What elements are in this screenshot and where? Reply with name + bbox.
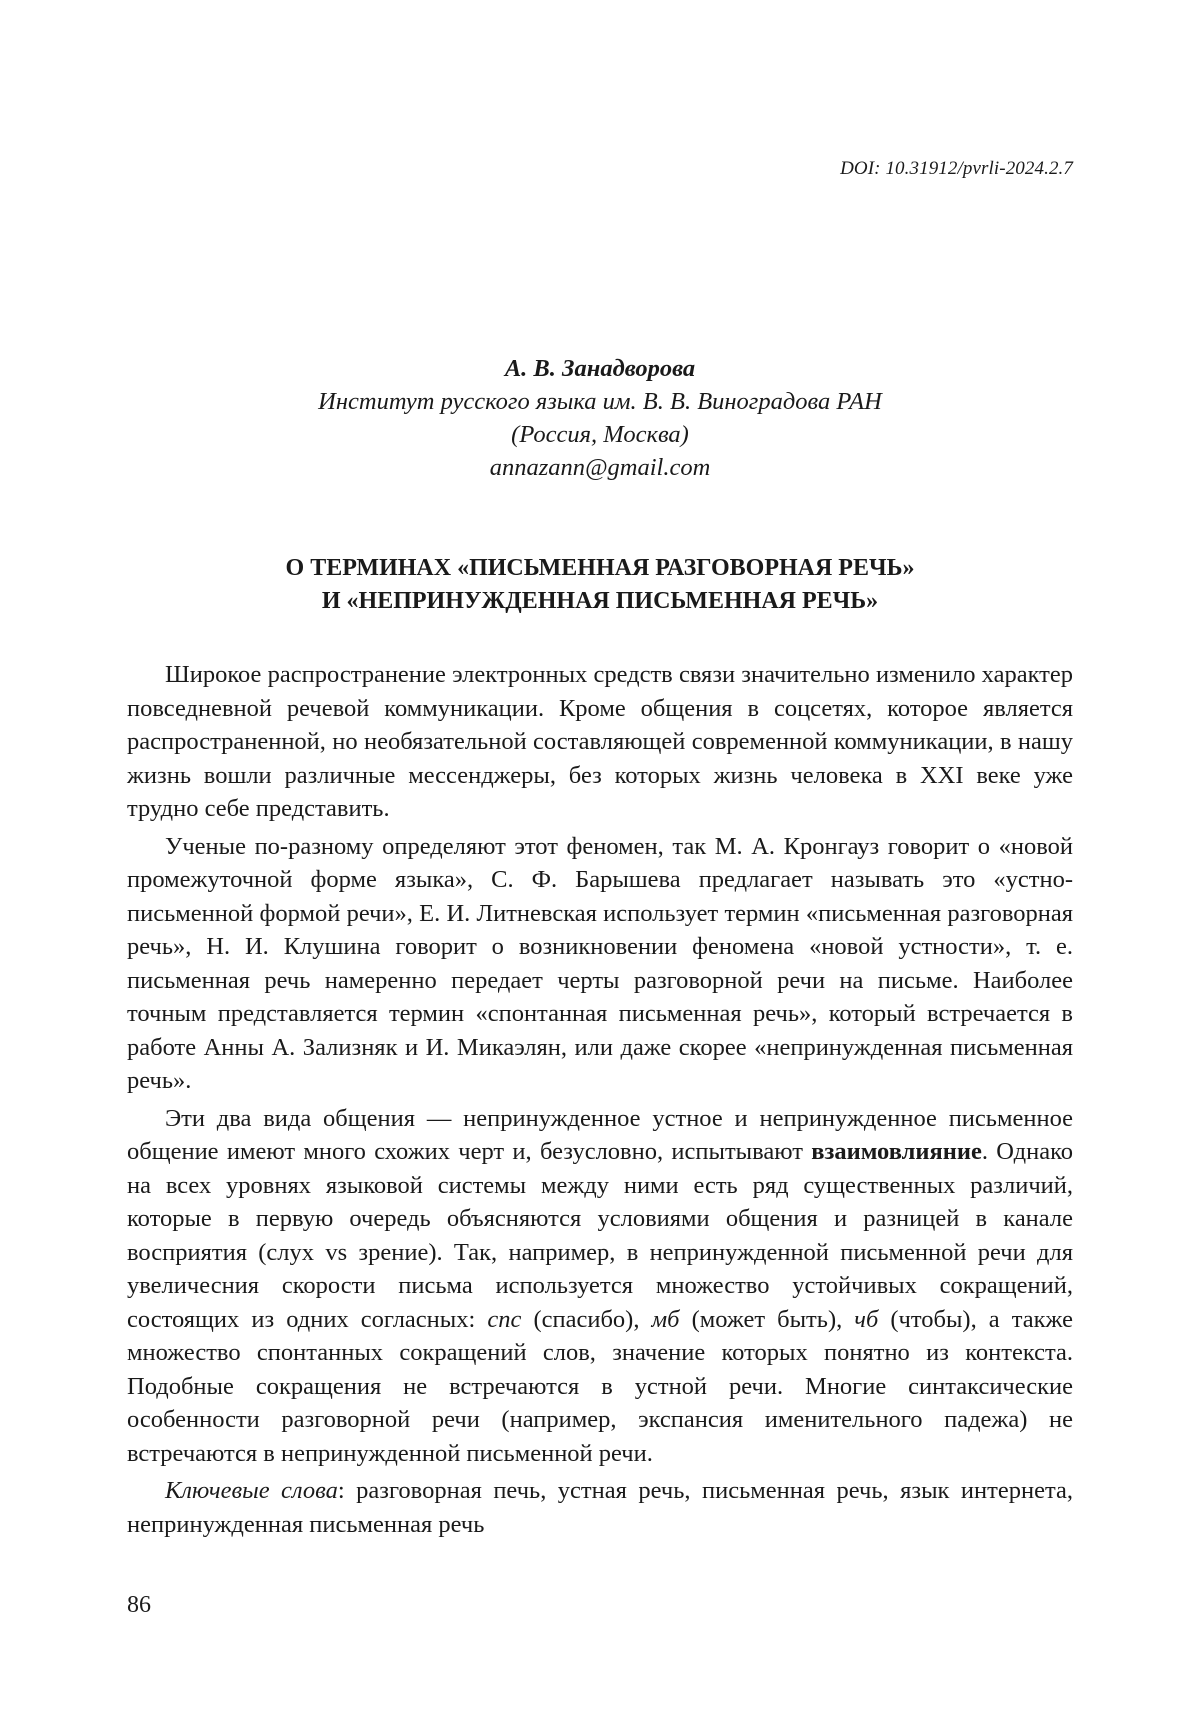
article-title — [125, 552, 1075, 618]
keywords-paragraph — [127, 1474, 1073, 1541]
abstract-paragraph-2: Ученые по-разному определяют этот феномен, так М. А. Кронгауз говорит о «новой промежуточной форме языка», С. Ф. Барышева предлагает называть это «устно-письменной формой речи», Е. И. Литневская использует термин «письменная разговорная речь», Н. И. Клушина говорит о возникновении феномена «новой устности», т. е. письменная речь намеренно передает черты разговорной речи на письме. Наиболее точным представляется термин «спонтанная письменная речь», который встречается в работе Анны А. Зализняк и И. Микаэлян, или даже скорее «непринужденная письменная речь». — [127, 832, 1073, 1094]
keywords-list: : разговорная печь, устная речь, письменная речь, язык интернета, непринужденная письменная речь — [127, 1477, 1073, 1538]
abbr-mb: мб — [651, 1305, 680, 1333]
author-block — [125, 352, 1075, 484]
p3-text-d: (может быть), — [679, 1305, 855, 1333]
abbr-chb: чб — [854, 1305, 879, 1333]
p3-text-b: . Однако на всех уровнях языковой системы между ними есть ряд существенных различий, которые в первую очередь объясняются условиями общения и разницей в канале восприятия (слух vs зрение). Так, например, в непринужденной письменной речи для увеличесния скорости письма используется множество устойчивых сокращений, состоящих из одних согласных: — [127, 1138, 1074, 1333]
abstract — [127, 658, 1073, 1541]
p3-text-e: (чтобы), а также множество спонтанных сокращений слов, значение которых понятно из контекста. Подобные сокращения не встречаются в устной речи. Многие синтаксические особенности разговорной речи (например, экспансия именительного падежа) не встречаются в непринужденной письменной речи. — [127, 1305, 1073, 1467]
p3-text-c: (спасибо), — [521, 1305, 652, 1333]
doi: DOI: 10.31912/pvrli-2024.2.7 — [840, 158, 1073, 179]
p3-text-a: Эти два вида общения — непринужденное устное и непринужденное письменное общение имеют много схожих черт и, безусловно, испытывают — [127, 1104, 1073, 1165]
author-location: (Россия, Москва) — [511, 421, 689, 448]
author-email: annazann@gmail.com — [489, 454, 711, 481]
keywords-label: Ключевые слова — [165, 1477, 338, 1504]
page-number: 86 — [127, 1592, 151, 1618]
title-line-1: О ТЕРМИНАХ «ПИСЬМЕННАЯ РАЗГОВОРНАЯ РЕЧЬ» — [285, 555, 915, 581]
author-name: А. В. Занадворова — [504, 355, 696, 382]
abstract-paragraph-3 — [127, 1102, 1073, 1471]
abstract-paragraph-1: Широкое распространение электронных средств связи значительно изменило характер повседневной речевой коммуникации. Кроме общения в соцсетях, которое является распространенной, но необязательной составляющей современной коммуникации, в нашу жизнь вошли различные мессенджеры, без которых жизнь человека в XXI веке уже трудно себе представить. — [127, 661, 1073, 822]
abbr-sps: спс — [487, 1305, 522, 1333]
author-affiliation: Институт русского языка им. В. В. Виноградова РАН — [318, 388, 882, 415]
title-line-2: И «НЕПРИНУЖДЕННАЯ ПИСЬМЕННАЯ РЕЧЬ» — [321, 588, 879, 614]
p3-bold-term: взаимовлияние — [811, 1138, 982, 1165]
